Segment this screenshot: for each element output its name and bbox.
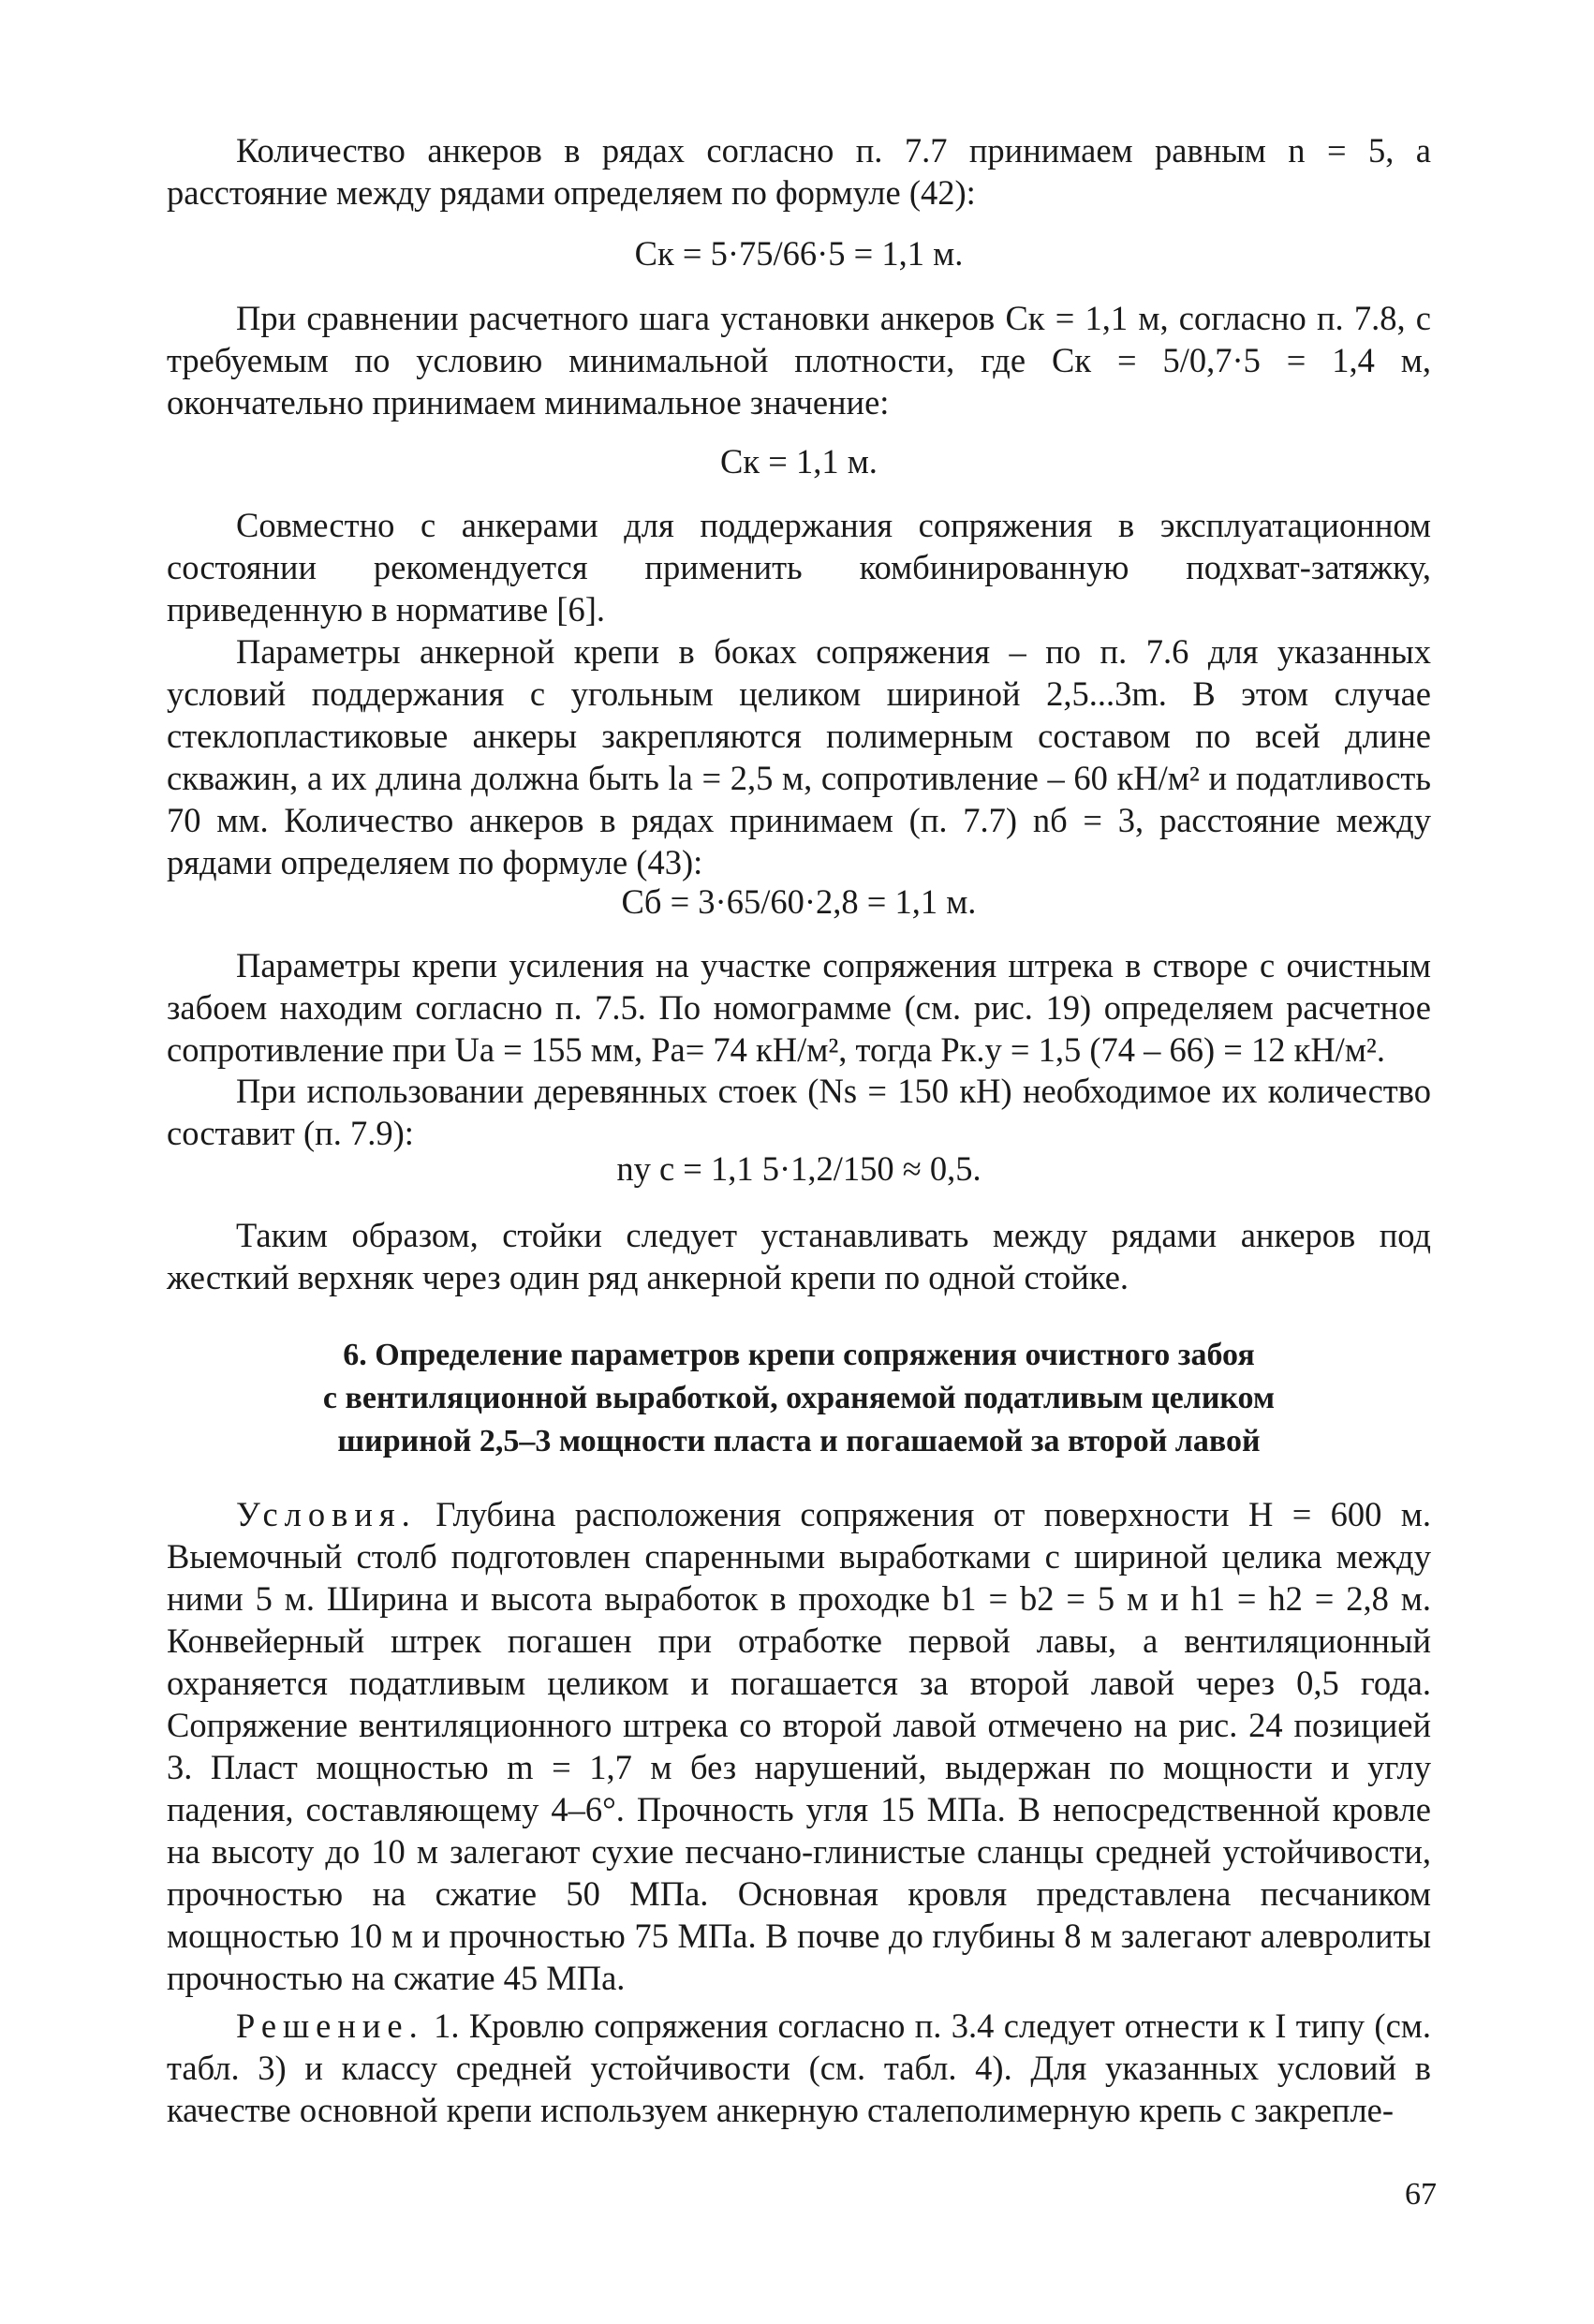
- paragraph-comparison: При сравнении расчетного шага установки анкеров Cк = 1,1 м, согласно п. 7.8, с требуемым по условию минимальной плотности, где Cк = 5/0,7·5 = 1,4 м, окончательно принимаем минимальное значение:: [167, 299, 1431, 422]
- section-heading-line-3: шириной 2,5–3 мощности пласта и погашаемой за второй лавой: [337, 1424, 1261, 1458]
- paragraph-side-anchors: Параметры анкерной крепи в боках сопряжения – по п. 7.6 для указанных условий поддержания с угольным целиком шириной 2,5...3m. В этом случае стеклопластиковые анкеры закрепляются полимерным составом по всей длине скважин, а их длина должна быть lа = 2,5 м, сопротивление – 60 кН/м² и податливость 70 мм. Количество анкеров в рядах принимаем (п. 7.7) nб = 3, расстояние между рядами определяем по формуле (43):: [167, 632, 1431, 881]
- solution-label: Решение.: [236, 2006, 424, 2045]
- solution-text: 1. Кровлю сопряжения согласно п. 3.4 следует отнести к I типу (см. табл. 3) и классу средней устойчивости (см. табл. 4). Для указанных условий в качестве основной крепи используем анкерную сталеполимерную крепь с закрепле-: [167, 2006, 1432, 2129]
- formula-cb: Cб = 3·65/60·2,8 = 1,1 м.: [621, 882, 977, 921]
- paragraph-conclusion: Таким образом, стойки следует устанавливать между рядами анкеров под жесткий верхняк через один ряд анкерной крепи по одной стойке.: [167, 1216, 1431, 1296]
- paragraph-reinforcement: Параметры крепи усиления на участке сопряжения штрека в створе с очистным забоем находим согласно п. 7.5. По номограмме (см. рис. 19) определяем расчетное сопротивление при Uа = 155 мм, Pа= 74 кН/м², тогда Pк.у = 1,5 (74 – 66) = 12 кН/м².: [167, 946, 1431, 1069]
- paragraph-support-combination: Совместно с анкерами для поддержания сопряжения в эксплуатационном состоянии рекомендуется применить комбинированную подхват-затяжку, приведенную в нормативе [6].: [167, 506, 1431, 629]
- section-heading-line-2: с вентиляционной выработкой, охраняемой податливым целиком: [322, 1381, 1276, 1415]
- paragraph-conditions: [167, 1493, 1431, 1999]
- formula-ck-final: Cк = 1,1 м.: [720, 442, 878, 481]
- paragraph-anchor-count: Количество анкеров в рядах согласно п. 7.7 принимаем равным n = 5, а расстояние между рядами определяем по формуле (42):: [167, 131, 1431, 212]
- paragraph-wooden-props: При использовании деревянных стоек (Ns = 150 кН) необходимое их количество составит (п. 7.9):: [167, 1072, 1431, 1152]
- conditions-text: Глубина расположения сопряжения от поверхности H = 600 м. Выемочный столб подготовлен спаренными выработками с шириной целика между ними 5 м. Ширина и высота выработок в проходке b1 = b2 = 5 м и h1 = h2 = 2,8 м. Конвейерный штрек погашен при отработке первой лавы, а вентиляционный охраняется податливым целиком и погашается за второй лавой через 0,5 года. Сопряжение вентиляционного штрека со второй лавой отмечено на рис. 24 позицией 3. Пласт мощностью m = 1,7 м без нарушений, выдержан по мощности и углу падения, составляющему 4–6°. Прочность угля 15 МПа. В непосредственной кровле на высоту до 10 м залегают сухие песчано-глинистые сланцы средней устойчивости, прочностью на сжатие 50 МПа. Основная кровля представлена песчаником мощностью 10 м и прочностью 75 МПа. В почве до глубины 8 м залегают алевролиты прочностью на сжатие 45 МПа.: [167, 1495, 1431, 1997]
- page-number: 67: [1405, 2177, 1437, 2212]
- paragraph-solution: [167, 2005, 1431, 2131]
- conditions-label: Условия.: [236, 1495, 417, 1533]
- formula-nyc: nу с = 1,1 5·1,2/150 ≈ 0,5.: [616, 1149, 981, 1188]
- section-heading-line-1: 6. Определение параметров крепи сопряжения очистного забоя: [343, 1338, 1255, 1372]
- section-heading: [167, 1334, 1431, 1463]
- formula-ck: Cк = 5·75/66·5 = 1,1 м.: [634, 234, 964, 273]
